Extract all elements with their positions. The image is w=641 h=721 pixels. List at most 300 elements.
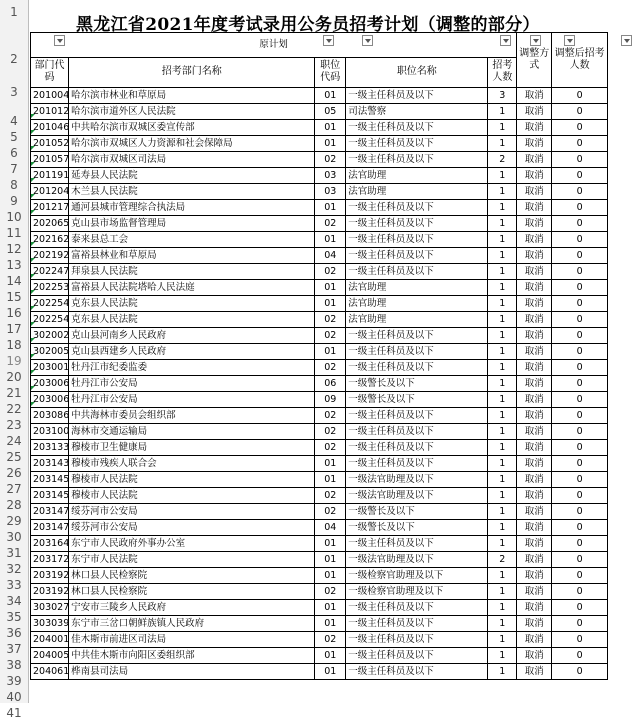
count-cell[interactable]: 1 [488,327,517,343]
pos-code-cell[interactable]: 02 [315,503,346,519]
dept-code-cell[interactable]: 202253 [31,279,69,295]
adjusted-count-cell[interactable]: 0 [552,103,608,119]
adjust-cell[interactable]: 取消 [517,615,552,631]
pos-name-cell[interactable]: 一级法官助理及以下 [346,471,488,487]
adjusted-count-cell[interactable]: 0 [552,375,608,391]
dept-name-cell[interactable]: 桦南县司法局 [69,663,315,679]
dept-name-cell[interactable]: 哈尔滨市双城区人力资源和社会保障局 [69,135,315,151]
adjust-cell[interactable]: 取消 [517,199,552,215]
pos-code-cell[interactable]: 02 [315,215,346,231]
pos-name-cell[interactable]: 一级主任科员及以下 [346,87,488,103]
dept-code-cell[interactable]: 202192 [31,247,69,263]
row-number[interactable]: 20 [6,370,22,384]
dept-name-cell[interactable]: 哈尔滨市双城区司法局 [69,151,315,167]
dept-code-cell[interactable]: 202254 [31,295,69,311]
pos-name-cell[interactable]: 一级主任科员及以下 [346,631,488,647]
adjusted-count-cell[interactable]: 0 [552,599,608,615]
pos-name-cell[interactable]: 一级警长及以下 [346,519,488,535]
count-cell[interactable]: 1 [488,455,517,471]
pos-name-cell[interactable]: 一级主任科员及以下 [346,359,488,375]
dept-code-cell[interactable]: 201004 [31,87,69,103]
pos-code-cell[interactable]: 01 [315,295,346,311]
count-cell[interactable]: 1 [488,375,517,391]
row-number[interactable]: 14 [6,274,22,288]
adjusted-count-cell[interactable]: 0 [552,519,608,535]
adjusted-count-cell[interactable]: 0 [552,567,608,583]
dept-name-cell[interactable]: 穆棱市人民法院 [69,471,315,487]
dept-name-cell[interactable]: 富裕县人民法院塔哈人民法庭 [69,279,315,295]
dept-name-cell[interactable]: 穆棱市卫生健康局 [69,439,315,455]
dept-code-cell[interactable]: 202254 [31,311,69,327]
count-cell[interactable]: 1 [488,423,517,439]
dept-code-cell[interactable]: 201052 [31,135,69,151]
row-number[interactable]: 9 [10,194,18,208]
dept-name-cell[interactable]: 哈尔滨市林业和草原局 [69,87,315,103]
row-number[interactable]: 32 [6,562,22,576]
dept-code-cell[interactable]: 201191 [31,167,69,183]
dept-code-cell[interactable]: 203145 [31,471,69,487]
dept-code-cell[interactable]: 201012 [31,103,69,119]
row-number[interactable]: 19 [6,354,22,368]
row-number[interactable]: 8 [10,178,18,192]
row-number[interactable]: 6 [10,146,18,160]
adjusted-count-cell[interactable]: 0 [552,279,608,295]
row-number[interactable]: 17 [6,322,22,336]
pos-code-cell[interactable]: 01 [315,471,346,487]
adjusted-count-cell[interactable]: 0 [552,199,608,215]
dept-code-cell[interactable]: 204005 [31,647,69,663]
adjust-cell[interactable]: 取消 [517,167,552,183]
row-number[interactable]: 16 [6,306,22,320]
row-number[interactable]: 15 [6,290,22,304]
adjust-cell[interactable]: 取消 [517,343,552,359]
count-cell[interactable]: 1 [488,135,517,151]
pos-name-cell[interactable]: 一级主任科员及以下 [346,439,488,455]
count-cell[interactable]: 1 [488,503,517,519]
pos-name-cell[interactable]: 法官助理 [346,167,488,183]
dept-name-cell[interactable]: 泰来县总工会 [69,231,315,247]
pos-name-cell[interactable]: 一级主任科员及以下 [346,455,488,471]
count-cell[interactable]: 1 [488,167,517,183]
adjusted-count-cell[interactable]: 0 [552,87,608,103]
pos-code-cell[interactable]: 02 [315,583,346,599]
count-cell[interactable]: 1 [488,199,517,215]
dept-code-cell[interactable]: 203143 [31,455,69,471]
adjusted-count-cell[interactable]: 0 [552,535,608,551]
pos-code-cell[interactable]: 04 [315,519,346,535]
pos-code-cell[interactable]: 01 [315,551,346,567]
adjust-cell[interactable]: 取消 [517,231,552,247]
row-number[interactable]: 4 [10,114,18,128]
pos-name-cell[interactable]: 一级主任科员及以下 [346,407,488,423]
adjust-cell[interactable]: 取消 [517,327,552,343]
row-number[interactable]: 2 [10,52,18,66]
count-cell[interactable]: 1 [488,391,517,407]
count-cell[interactable]: 1 [488,487,517,503]
pos-code-cell[interactable]: 09 [315,391,346,407]
pos-name-cell[interactable]: 一级主任科员及以下 [346,343,488,359]
pos-code-cell[interactable]: 02 [315,439,346,455]
pos-name-cell[interactable]: 一级主任科员及以下 [346,231,488,247]
row-number[interactable]: 37 [6,642,22,656]
filter-dropdown-icon[interactable] [54,35,65,46]
pos-name-cell[interactable]: 司法警察 [346,103,488,119]
adjust-cell[interactable]: 取消 [517,103,552,119]
dept-name-cell[interactable]: 克东县人民法院 [69,295,315,311]
adjusted-count-cell[interactable]: 0 [552,295,608,311]
adjusted-count-cell[interactable]: 0 [552,455,608,471]
adjust-cell[interactable]: 取消 [517,631,552,647]
adjust-cell[interactable]: 取消 [517,87,552,103]
adjust-cell[interactable]: 取消 [517,519,552,535]
adjusted-count-cell[interactable]: 0 [552,439,608,455]
pos-name-cell[interactable]: 一级主任科员及以下 [346,247,488,263]
adjusted-count-cell[interactable]: 0 [552,311,608,327]
dept-name-cell[interactable]: 通河县城市管理综合执法局 [69,199,315,215]
pos-name-cell[interactable]: 一级主任科员及以下 [346,615,488,631]
adjusted-count-cell[interactable]: 0 [552,327,608,343]
dept-code-cell[interactable]: 203006 [31,391,69,407]
adjust-cell[interactable]: 取消 [517,215,552,231]
filter-dropdown-icon[interactable] [564,35,575,46]
pos-code-cell[interactable]: 01 [315,455,346,471]
adjusted-count-cell[interactable]: 0 [552,135,608,151]
pos-code-cell[interactable]: 01 [315,135,346,151]
adjust-cell[interactable]: 取消 [517,183,552,199]
count-cell[interactable]: 1 [488,183,517,199]
count-cell[interactable]: 1 [488,343,517,359]
dept-name-cell[interactable]: 克山县市场监督管理局 [69,215,315,231]
dept-name-cell[interactable]: 牡丹江市公安局 [69,391,315,407]
adjust-cell[interactable]: 取消 [517,135,552,151]
count-cell[interactable]: 1 [488,215,517,231]
row-number[interactable]: 35 [6,610,22,624]
adjust-cell[interactable]: 取消 [517,311,552,327]
filter-dropdown-icon[interactable] [530,35,541,46]
dept-name-cell[interactable]: 中共海林市委员会组织部 [69,407,315,423]
count-cell[interactable]: 1 [488,231,517,247]
dept-code-cell[interactable]: 302002 [31,327,69,343]
adjusted-count-cell[interactable]: 0 [552,631,608,647]
pos-code-cell[interactable]: 04 [315,247,346,263]
dept-code-cell[interactable]: 203172 [31,551,69,567]
adjust-cell[interactable]: 取消 [517,583,552,599]
pos-name-cell[interactable]: 一级警长及以下 [346,375,488,391]
dept-code-cell[interactable]: 203145 [31,487,69,503]
pos-code-cell[interactable]: 02 [315,151,346,167]
dept-code-cell[interactable]: 201217 [31,199,69,215]
pos-code-cell[interactable]: 01 [315,663,346,679]
dept-name-cell[interactable]: 东宁市人民政府外事办公室 [69,535,315,551]
filter-dropdown-icon[interactable] [500,35,511,46]
adjust-cell[interactable]: 取消 [517,151,552,167]
row-number[interactable]: 10 [6,210,22,224]
pos-code-cell[interactable]: 02 [315,487,346,503]
adjusted-count-cell[interactable]: 0 [552,119,608,135]
count-cell[interactable]: 1 [488,519,517,535]
adjust-cell[interactable]: 取消 [517,279,552,295]
pos-name-cell[interactable]: 一级主任科员及以下 [346,423,488,439]
dept-name-cell[interactable]: 延寿县人民法院 [69,167,315,183]
pos-code-cell[interactable]: 02 [315,631,346,647]
adjust-cell[interactable]: 取消 [517,263,552,279]
count-cell[interactable]: 2 [488,151,517,167]
count-cell[interactable]: 1 [488,599,517,615]
count-cell[interactable]: 1 [488,647,517,663]
pos-name-cell[interactable]: 一级主任科员及以下 [346,599,488,615]
adjusted-count-cell[interactable]: 0 [552,471,608,487]
adjust-cell[interactable]: 取消 [517,391,552,407]
dept-code-cell[interactable]: 203100 [31,423,69,439]
dept-name-cell[interactable]: 林口县人民检察院 [69,567,315,583]
pos-code-cell[interactable]: 03 [315,183,346,199]
dept-code-cell[interactable]: 302005 [31,343,69,359]
adjust-cell[interactable]: 取消 [517,599,552,615]
count-cell[interactable]: 1 [488,295,517,311]
dept-code-cell[interactable]: 201046 [31,119,69,135]
adjusted-count-cell[interactable]: 0 [552,647,608,663]
count-cell[interactable]: 2 [488,551,517,567]
dept-name-cell[interactable]: 东宁市人民法院 [69,551,315,567]
dept-code-cell[interactable]: 203147 [31,519,69,535]
row-number[interactable]: 30 [6,530,22,544]
dept-code-cell[interactable]: 303027 [31,599,69,615]
dept-name-cell[interactable]: 东宁市三岔口朝鲜族镇人民政府 [69,615,315,631]
dept-name-cell[interactable]: 绥芬河市公安局 [69,503,315,519]
adjust-cell[interactable]: 取消 [517,471,552,487]
dept-name-cell[interactable]: 富裕县林业和草原局 [69,247,315,263]
adjusted-count-cell[interactable]: 0 [552,423,608,439]
adjusted-count-cell[interactable]: 0 [552,151,608,167]
pos-code-cell[interactable]: 02 [315,407,346,423]
pos-name-cell[interactable]: 法官助理 [346,311,488,327]
row-number[interactable]: 23 [6,418,22,432]
row-number[interactable]: 41 [6,706,22,720]
pos-name-cell[interactable]: 一级警长及以下 [346,391,488,407]
adjusted-count-cell[interactable]: 0 [552,615,608,631]
dept-code-cell[interactable]: 201057 [31,151,69,167]
adjust-cell[interactable]: 取消 [517,375,552,391]
row-number[interactable]: 39 [6,674,22,688]
adjust-cell[interactable]: 取消 [517,119,552,135]
pos-name-cell[interactable]: 一级主任科员及以下 [346,535,488,551]
adjust-cell[interactable]: 取消 [517,455,552,471]
dept-name-cell[interactable]: 中共佳木斯市向阳区委组织部 [69,647,315,663]
dept-code-cell[interactable]: 203147 [31,503,69,519]
dept-name-cell[interactable]: 木兰县人民法院 [69,183,315,199]
dept-name-cell[interactable]: 拜泉县人民法院 [69,263,315,279]
row-number[interactable]: 33 [6,578,22,592]
pos-name-cell[interactable]: 法官助理 [346,183,488,199]
pos-code-cell[interactable]: 02 [315,263,346,279]
pos-code-cell[interactable]: 02 [315,359,346,375]
row-number[interactable]: 24 [6,434,22,448]
adjust-cell[interactable]: 取消 [517,439,552,455]
count-cell[interactable]: 1 [488,359,517,375]
dept-name-cell[interactable]: 佳木斯市前进区司法局 [69,631,315,647]
count-cell[interactable]: 1 [488,311,517,327]
pos-name-cell[interactable]: 一级主任科员及以下 [346,663,488,679]
row-number[interactable]: 7 [10,162,18,176]
pos-name-cell[interactable]: 一级检察官助理及以下 [346,567,488,583]
pos-name-cell[interactable]: 一级主任科员及以下 [346,151,488,167]
pos-code-cell[interactable]: 01 [315,615,346,631]
pos-code-cell[interactable]: 06 [315,375,346,391]
pos-code-cell[interactable]: 01 [315,535,346,551]
filter-dropdown-icon[interactable] [362,35,373,46]
pos-code-cell[interactable]: 01 [315,279,346,295]
count-cell[interactable]: 1 [488,583,517,599]
adjusted-count-cell[interactable]: 0 [552,551,608,567]
pos-name-cell[interactable]: 一级法官助理及以下 [346,551,488,567]
row-number[interactable]: 1 [10,5,18,19]
pos-code-cell[interactable]: 01 [315,231,346,247]
row-number[interactable]: 11 [6,226,22,240]
pos-code-cell[interactable]: 02 [315,423,346,439]
adjust-cell[interactable]: 取消 [517,359,552,375]
pos-code-cell[interactable]: 01 [315,119,346,135]
dept-code-cell[interactable]: 204001 [31,631,69,647]
adjust-cell[interactable]: 取消 [517,423,552,439]
adjusted-count-cell[interactable]: 0 [552,391,608,407]
row-number[interactable]: 22 [6,402,22,416]
adjusted-count-cell[interactable]: 0 [552,215,608,231]
pos-code-cell[interactable]: 02 [315,327,346,343]
row-number[interactable]: 31 [6,546,22,560]
pos-code-cell[interactable]: 03 [315,167,346,183]
row-number[interactable]: 38 [6,658,22,672]
adjusted-count-cell[interactable]: 0 [552,359,608,375]
adjusted-count-cell[interactable]: 0 [552,247,608,263]
filter-dropdown-icon[interactable] [323,35,334,46]
adjust-cell[interactable]: 取消 [517,647,552,663]
pos-code-cell[interactable]: 01 [315,567,346,583]
pos-code-cell[interactable]: 01 [315,647,346,663]
adjusted-count-cell[interactable]: 0 [552,583,608,599]
row-number[interactable]: 18 [6,338,22,352]
pos-code-cell[interactable]: 01 [315,599,346,615]
dept-code-cell[interactable]: 203192 [31,567,69,583]
count-cell[interactable]: 1 [488,247,517,263]
dept-name-cell[interactable]: 克山县河南乡人民政府 [69,327,315,343]
dept-name-cell[interactable]: 穆棱市残疾人联合会 [69,455,315,471]
pos-name-cell[interactable]: 法官助理 [346,279,488,295]
pos-code-cell[interactable]: 02 [315,311,346,327]
pos-name-cell[interactable]: 一级主任科员及以下 [346,199,488,215]
dept-code-cell[interactable]: 204061 [31,663,69,679]
count-cell[interactable]: 1 [488,439,517,455]
row-number[interactable]: 29 [6,514,22,528]
adjust-cell[interactable]: 取消 [517,247,552,263]
dept-name-cell[interactable]: 宁安市三陵乡人民政府 [69,599,315,615]
adjust-cell[interactable]: 取消 [517,295,552,311]
dept-name-cell[interactable]: 克山县西建乡人民政府 [69,343,315,359]
adjusted-count-cell[interactable]: 0 [552,487,608,503]
row-number[interactable]: 27 [6,482,22,496]
count-cell[interactable]: 1 [488,631,517,647]
adjusted-count-cell[interactable]: 0 [552,407,608,423]
adjust-cell[interactable]: 取消 [517,567,552,583]
pos-code-cell[interactable]: 05 [315,103,346,119]
dept-code-cell[interactable]: 303039 [31,615,69,631]
dept-name-cell[interactable]: 克东县人民法院 [69,311,315,327]
row-number[interactable]: 3 [10,85,18,99]
row-number[interactable]: 12 [6,242,22,256]
dept-code-cell[interactable]: 202162 [31,231,69,247]
count-cell[interactable]: 1 [488,567,517,583]
adjust-cell[interactable]: 取消 [517,407,552,423]
count-cell[interactable]: 1 [488,663,517,679]
dept-code-cell[interactable]: 203192 [31,583,69,599]
dept-name-cell[interactable]: 中共哈尔滨市双城区委宣传部 [69,119,315,135]
pos-name-cell[interactable]: 一级主任科员及以下 [346,647,488,663]
dept-code-cell[interactable]: 202247 [31,263,69,279]
adjusted-count-cell[interactable]: 0 [552,167,608,183]
count-cell[interactable]: 3 [488,87,517,103]
pos-name-cell[interactable]: 法官助理 [346,295,488,311]
adjusted-count-cell[interactable]: 0 [552,503,608,519]
adjusted-count-cell[interactable]: 0 [552,663,608,679]
row-number[interactable]: 36 [6,626,22,640]
adjusted-count-cell[interactable]: 0 [552,183,608,199]
adjust-cell[interactable]: 取消 [517,535,552,551]
pos-name-cell[interactable]: 一级法官助理及以下 [346,487,488,503]
count-cell[interactable]: 1 [488,119,517,135]
row-number[interactable]: 28 [6,498,22,512]
count-cell[interactable]: 1 [488,263,517,279]
adjusted-count-cell[interactable]: 0 [552,263,608,279]
pos-name-cell[interactable]: 一级主任科员及以下 [346,135,488,151]
dept-code-cell[interactable]: 203133 [31,439,69,455]
dept-name-cell[interactable]: 林口县人民检察院 [69,583,315,599]
pos-code-cell[interactable]: 01 [315,199,346,215]
adjust-cell[interactable]: 取消 [517,551,552,567]
pos-name-cell[interactable]: 一级警长及以下 [346,503,488,519]
dept-code-cell[interactable]: 203086 [31,407,69,423]
dept-code-cell[interactable]: 201204 [31,183,69,199]
pos-code-cell[interactable]: 01 [315,87,346,103]
count-cell[interactable]: 1 [488,535,517,551]
adjust-cell[interactable]: 取消 [517,503,552,519]
pos-name-cell[interactable]: 一级主任科员及以下 [346,327,488,343]
adjust-cell[interactable]: 取消 [517,487,552,503]
adjusted-count-cell[interactable]: 0 [552,343,608,359]
pos-name-cell[interactable]: 一级主任科员及以下 [346,215,488,231]
row-number[interactable]: 25 [6,450,22,464]
pos-name-cell[interactable]: 一级主任科员及以下 [346,263,488,279]
row-number[interactable]: 5 [10,130,18,144]
pos-name-cell[interactable]: 一级检察官助理及以下 [346,583,488,599]
filter-dropdown-icon[interactable] [621,35,632,46]
row-number[interactable]: 13 [6,258,22,272]
count-cell[interactable]: 1 [488,407,517,423]
dept-name-cell[interactable]: 绥芬河市公安局 [69,519,315,535]
pos-name-cell[interactable]: 一级主任科员及以下 [346,119,488,135]
adjust-cell[interactable]: 取消 [517,663,552,679]
count-cell[interactable]: 1 [488,103,517,119]
dept-name-cell[interactable]: 哈尔滨市道外区人民法院 [69,103,315,119]
adjusted-count-cell[interactable]: 0 [552,231,608,247]
dept-name-cell[interactable]: 牡丹江市纪委监委 [69,359,315,375]
dept-code-cell[interactable]: 203164 [31,535,69,551]
dept-name-cell[interactable]: 穆棱市人民法院 [69,487,315,503]
row-number[interactable]: 34 [6,594,22,608]
dept-code-cell[interactable]: 203006 [31,375,69,391]
count-cell[interactable]: 1 [488,279,517,295]
count-cell[interactable]: 1 [488,615,517,631]
dept-code-cell[interactable]: 202065 [31,215,69,231]
dept-code-cell[interactable]: 203001 [31,359,69,375]
